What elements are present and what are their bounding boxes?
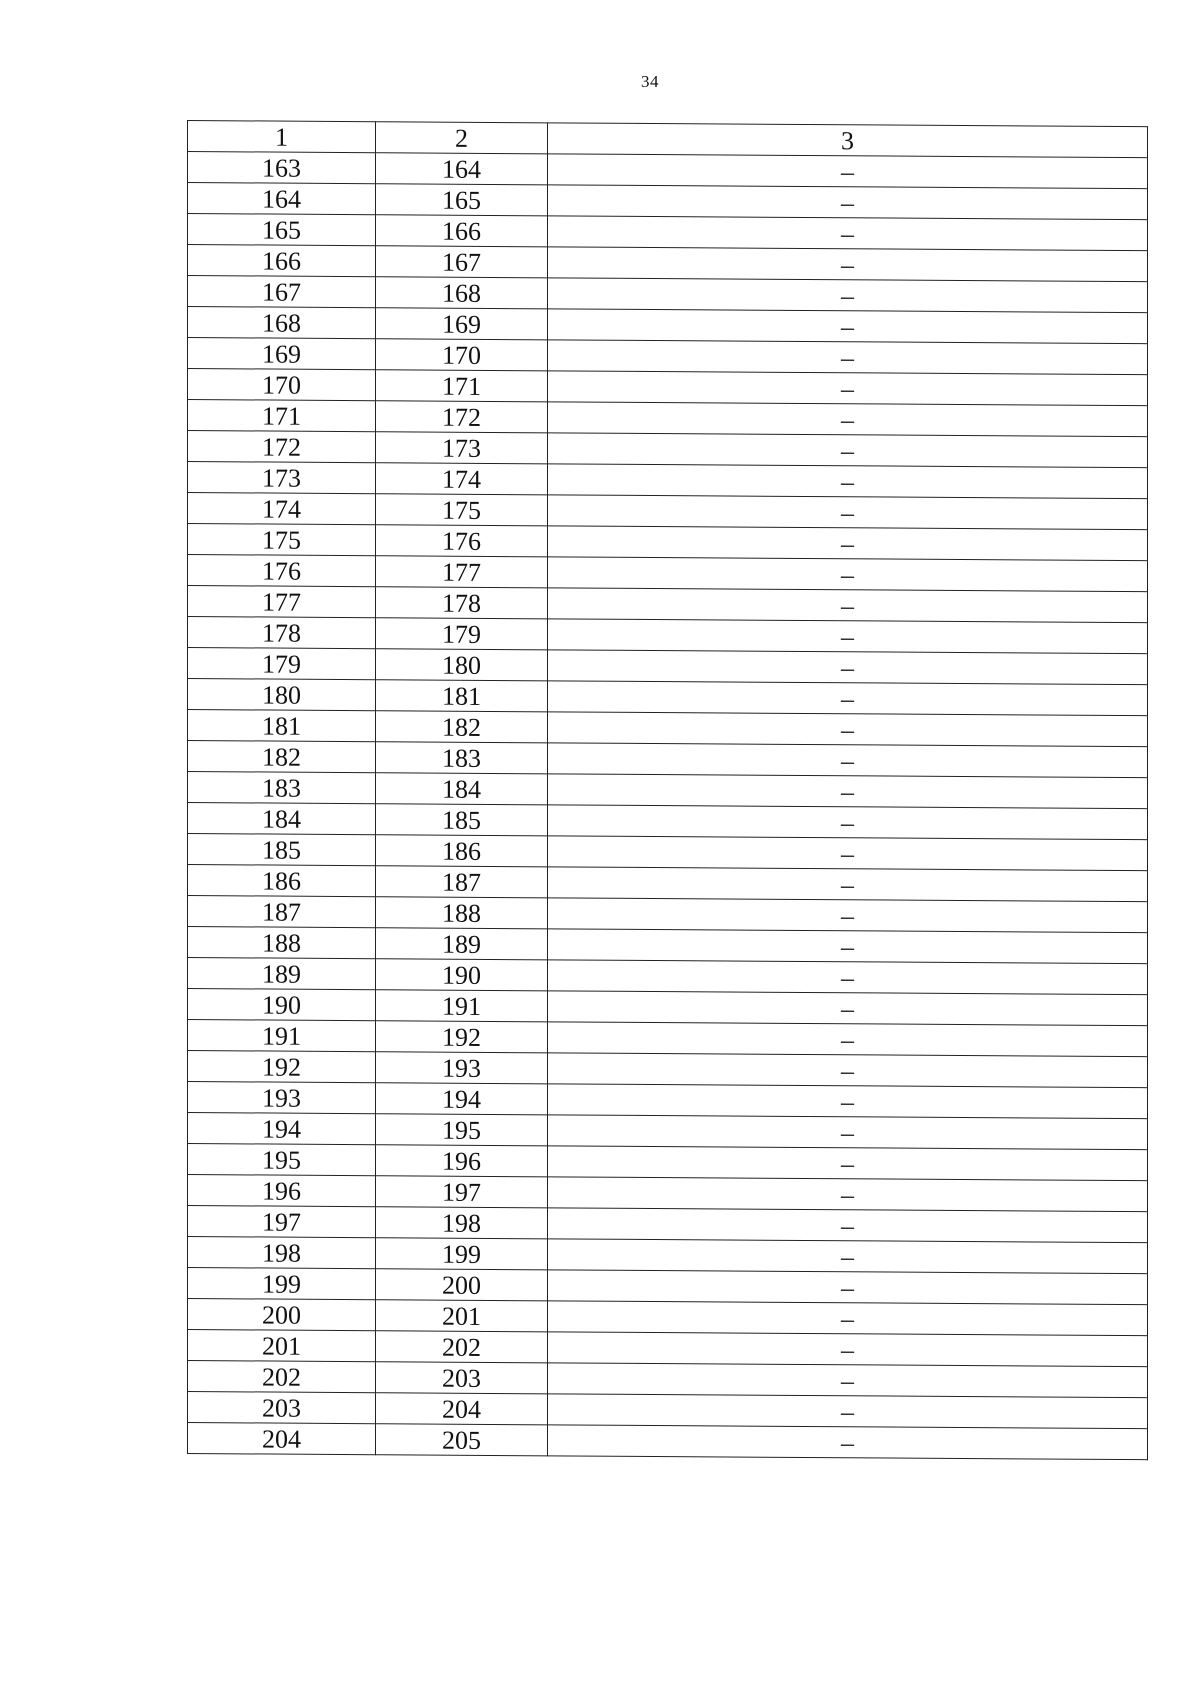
cell-col-1: 173 (188, 462, 376, 494)
cell-col-2: 177 (376, 556, 548, 588)
cell-col-1: 186 (188, 865, 376, 897)
cell-col-3: – (548, 278, 1148, 313)
cell-col-3: – (548, 1022, 1148, 1057)
cell-col-1: 171 (188, 400, 376, 432)
cell-col-3: – (548, 743, 1148, 778)
cell-col-1: 181 (188, 710, 376, 742)
cell-col-2: 195 (376, 1114, 548, 1146)
cell-col-3: – (548, 1270, 1148, 1305)
cell-col-3: – (548, 247, 1148, 282)
cell-col-2: 184 (376, 773, 548, 805)
cell-col-1: 167 (188, 276, 376, 308)
cell-col-2: 189 (376, 928, 548, 960)
cell-col-3: – (548, 805, 1148, 840)
cell-col-2: 178 (376, 587, 548, 619)
cell-col-1: 174 (188, 493, 376, 525)
cell-col-2: 185 (376, 804, 548, 836)
cell-col-3: – (548, 557, 1148, 592)
cell-col-3: – (548, 1115, 1148, 1150)
cell-col-3: – (548, 1239, 1148, 1274)
cell-col-1: 184 (188, 803, 376, 835)
cell-col-1: 166 (188, 245, 376, 277)
cell-col-1: 180 (188, 679, 376, 711)
cell-col-3: – (548, 185, 1148, 220)
cell-col-3: – (548, 836, 1148, 871)
cell-col-3: – (548, 340, 1148, 375)
data-table (187, 120, 1148, 1460)
cell-col-2: 179 (376, 618, 548, 650)
cell-col-1: 183 (188, 772, 376, 804)
cell-col-1: 163 (188, 152, 376, 184)
cell-col-1: 176 (188, 555, 376, 587)
cell-col-1: 182 (188, 741, 376, 773)
cell-col-3: – (548, 154, 1148, 189)
cell-col-3: – (548, 1332, 1148, 1367)
cell-col-3: – (548, 619, 1148, 654)
cell-col-1: 204 (188, 1423, 376, 1455)
table-body (188, 121, 1148, 1460)
cell-col-3: – (548, 898, 1148, 933)
cell-col-3: – (548, 371, 1148, 406)
cell-col-3: – (548, 495, 1148, 530)
cell-col-1: 196 (188, 1175, 376, 1207)
cell-col-1: 188 (188, 927, 376, 959)
cell-col-2: 193 (376, 1052, 548, 1084)
cell-col-1: 178 (188, 617, 376, 649)
cell-col-1: 194 (188, 1113, 376, 1145)
cell-col-2: 188 (376, 897, 548, 929)
cell-col-1: 195 (188, 1144, 376, 1176)
cell-col-2: 201 (376, 1300, 548, 1332)
column-header-2: 2 (376, 122, 548, 154)
cell-col-2: 171 (376, 370, 548, 402)
cell-col-2: 204 (376, 1393, 548, 1425)
cell-col-2: 173 (376, 432, 548, 464)
cell-col-2: 180 (376, 649, 548, 681)
cell-col-2: 182 (376, 711, 548, 743)
cell-col-1: 190 (188, 989, 376, 1021)
cell-col-3: – (548, 464, 1148, 499)
cell-col-1: 193 (188, 1082, 376, 1114)
column-header-1: 1 (188, 121, 376, 153)
cell-col-2: 202 (376, 1331, 548, 1363)
cell-col-1: 200 (188, 1299, 376, 1331)
cell-col-2: 192 (376, 1021, 548, 1053)
cell-col-3: – (548, 526, 1148, 561)
cell-col-2: 169 (376, 308, 548, 340)
cell-col-3: – (548, 774, 1148, 809)
cell-col-1: 198 (188, 1237, 376, 1269)
cell-col-3: – (548, 433, 1148, 468)
cell-col-2: 175 (376, 494, 548, 526)
cell-col-3: – (548, 1208, 1148, 1243)
cell-col-1: 191 (188, 1020, 376, 1052)
cell-col-2: 203 (376, 1362, 548, 1394)
cell-col-3: – (548, 1084, 1148, 1119)
cell-col-2: 181 (376, 680, 548, 712)
cell-col-2: 167 (376, 246, 548, 278)
page-number: 34 (641, 72, 659, 91)
cell-col-1: 175 (188, 524, 376, 556)
cell-col-1: 172 (188, 431, 376, 463)
cell-col-1: 164 (188, 183, 376, 215)
cell-col-2: 200 (376, 1269, 548, 1301)
table-row (188, 1423, 1148, 1460)
cell-col-2: 190 (376, 959, 548, 991)
cell-col-3: – (548, 1394, 1148, 1429)
cell-col-2: 170 (376, 339, 548, 371)
cell-col-3: – (548, 712, 1148, 747)
cell-col-3: – (548, 1146, 1148, 1181)
cell-col-1: 203 (188, 1392, 376, 1424)
cell-col-1: 192 (188, 1051, 376, 1083)
cell-col-1: 199 (188, 1268, 376, 1300)
cell-col-1: 169 (188, 338, 376, 370)
cell-col-3: – (548, 681, 1148, 716)
cell-col-3: – (548, 991, 1148, 1026)
cell-col-3: – (548, 867, 1148, 902)
cell-col-3: – (548, 309, 1148, 344)
cell-col-3: – (548, 1177, 1148, 1212)
cell-col-2: 168 (376, 277, 548, 309)
cell-col-2: 166 (376, 215, 548, 247)
cell-col-2: 191 (376, 990, 548, 1022)
cell-col-3: – (548, 216, 1148, 251)
cell-col-3: – (548, 588, 1148, 623)
cell-col-1: 177 (188, 586, 376, 618)
cell-col-3: – (548, 1053, 1148, 1088)
cell-col-1: 170 (188, 369, 376, 401)
cell-col-1: 201 (188, 1330, 376, 1362)
cell-col-2: 199 (376, 1238, 548, 1270)
cell-col-2: 164 (376, 153, 548, 185)
cell-col-1: 187 (188, 896, 376, 928)
cell-col-3: – (548, 1363, 1148, 1398)
cell-col-2: 205 (376, 1424, 548, 1456)
cell-col-1: 168 (188, 307, 376, 339)
cell-col-2: 183 (376, 742, 548, 774)
cell-col-3: – (548, 1425, 1148, 1460)
cell-col-2: 186 (376, 835, 548, 867)
cell-col-1: 185 (188, 834, 376, 866)
cell-col-2: 174 (376, 463, 548, 495)
cell-col-1: 165 (188, 214, 376, 246)
cell-col-1: 179 (188, 648, 376, 680)
cell-col-1: 197 (188, 1206, 376, 1238)
cell-col-2: 196 (376, 1145, 548, 1177)
cell-col-2: 198 (376, 1207, 548, 1239)
cell-col-3: – (548, 929, 1148, 964)
cell-col-3: – (548, 650, 1148, 685)
cell-col-3: – (548, 1301, 1148, 1336)
cell-col-3: – (548, 402, 1148, 437)
cell-col-2: 197 (376, 1176, 548, 1208)
cell-col-2: 194 (376, 1083, 548, 1115)
cell-col-2: 176 (376, 525, 548, 557)
cell-col-1: 189 (188, 958, 376, 990)
cell-col-1: 202 (188, 1361, 376, 1393)
cell-col-2: 165 (376, 184, 548, 216)
cell-col-2: 172 (376, 401, 548, 433)
cell-col-2: 187 (376, 866, 548, 898)
cell-col-3: – (548, 960, 1148, 995)
column-header-3: 3 (548, 123, 1148, 158)
